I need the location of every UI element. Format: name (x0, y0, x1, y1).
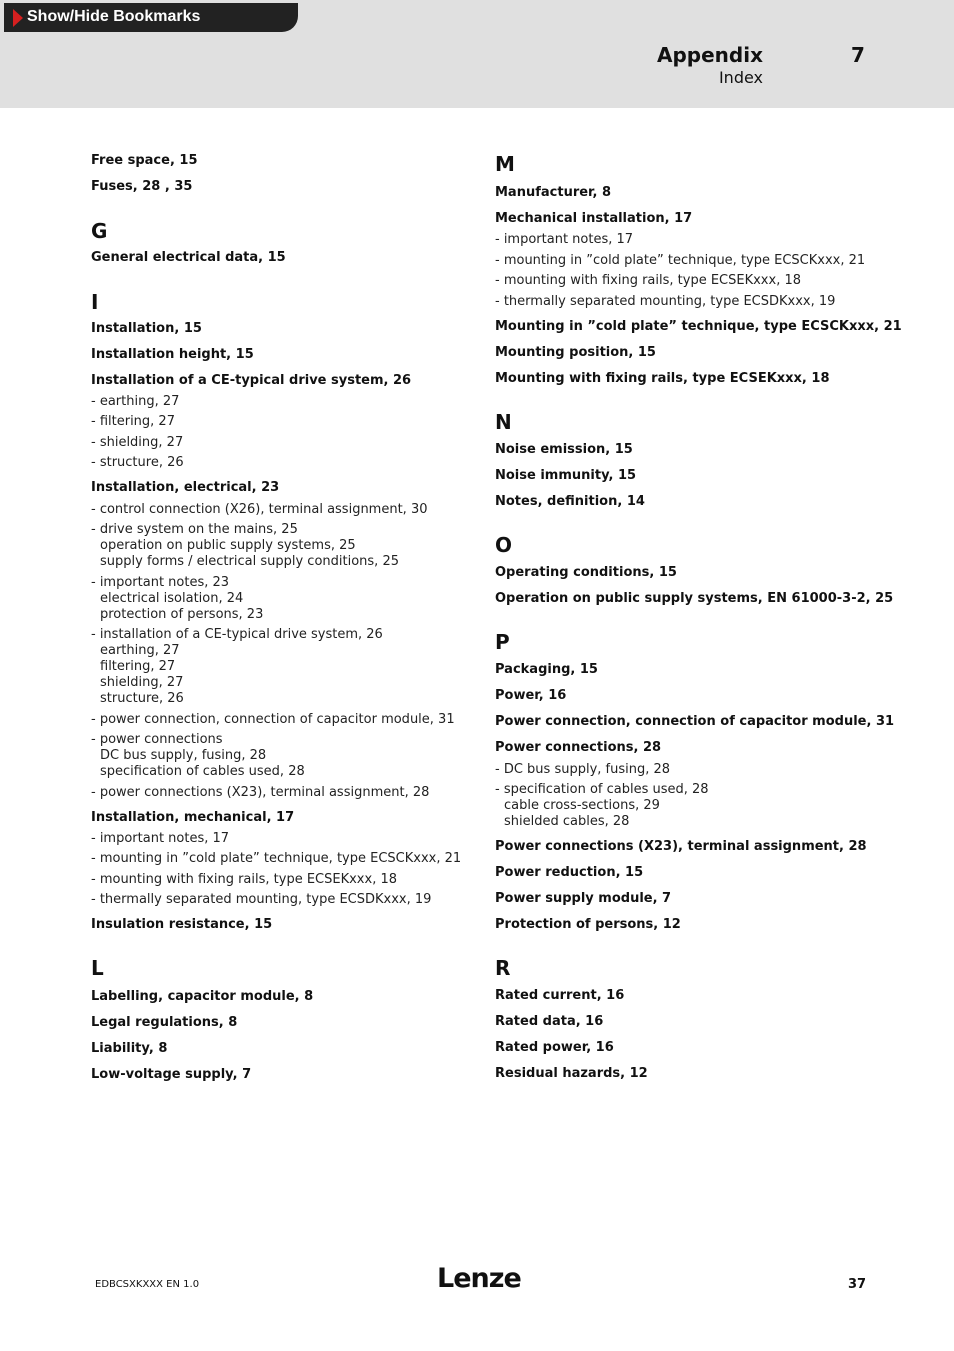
index-subentry: - important notes, 17 (495, 232, 634, 247)
index-subentry: - power connections (91, 732, 223, 747)
index-entry: Rated data, 16 (495, 1014, 604, 1029)
index-entry: Power connection, connection of capacitor module, 31 (495, 714, 895, 729)
index-letter-heading: O (495, 533, 513, 557)
index-entry: Installation, mechanical, 17 (91, 810, 295, 825)
index-subentry: - control connection (X26), terminal assignment, 30 (91, 502, 428, 517)
index-subentry: - structure, 26 (91, 455, 184, 470)
index-subentry: - earthing, 27 (91, 394, 180, 409)
index-subentry: - mounting in ”cold plate” technique, type ECSCKxxx, 21 (91, 851, 462, 866)
index-entry: Power supply module, 7 (495, 891, 672, 906)
index-entry: Noise emission, 15 (495, 442, 633, 457)
section-subtitle: Index (718, 68, 763, 87)
index-entry: Packaging, 15 (495, 662, 598, 677)
page-number: 37 (848, 1277, 867, 1292)
index-entry: Power, 16 (495, 688, 567, 703)
index-entry: Power reduction, 15 (495, 865, 644, 880)
index-entry: Insulation resistance, 15 (91, 917, 273, 932)
index-entry: Manufacturer, 8 (495, 185, 612, 200)
index-entry: Rated current, 16 (495, 988, 625, 1003)
index-subentry-continuation: operation on public supply systems, 25 (100, 538, 356, 553)
index-subentry-continuation: structure, 26 (100, 691, 184, 706)
index-entry: Labelling, capacitor module, 8 (91, 989, 314, 1004)
index-entry: Liability, 8 (91, 1041, 168, 1056)
index-letter-heading: R (495, 956, 511, 980)
document-code: EDBCSXKXXX EN 1.0 (95, 1279, 200, 1290)
index-subentry-continuation: electrical isolation, 24 (100, 591, 244, 606)
index-entry: Protection of persons, 12 (495, 917, 681, 932)
section-title: Appendix (657, 43, 763, 67)
index-subentry-continuation: DC bus supply, fusing, 28 (100, 748, 267, 763)
index-subentry: - thermally separated mounting, type ECSDKxxx, 19 (495, 294, 836, 309)
triangle-right-icon (13, 9, 23, 27)
index-entry: Notes, definition, 14 (495, 494, 645, 509)
index-subentry: - mounting with fixing rails, type ECSEKxxx, 18 (91, 872, 397, 887)
index-subentry: - shielding, 27 (91, 435, 184, 450)
index-letter-heading: N (495, 410, 512, 434)
index-entry: Power connections (X23), terminal assignment, 28 (495, 839, 867, 854)
index-entry: Noise immunity, 15 (495, 468, 637, 483)
index-letter-heading: I (91, 290, 99, 314)
chapter-number: 7 (851, 43, 865, 67)
index-letter-heading: M (495, 152, 515, 176)
index-entry: Low-voltage supply, 7 (91, 1067, 252, 1082)
index-subentry-continuation: cable cross-sections, 29 (504, 798, 660, 813)
index-entry: Mounting with fixing rails, type ECSEKxxx, 18 (495, 371, 830, 386)
index-letter-heading: L (91, 956, 104, 980)
index-subentry: - specification of cables used, 28 (495, 782, 709, 797)
bookmarks-label: Show/Hide Bookmarks (27, 8, 201, 25)
index-subentry-continuation: filtering, 27 (100, 659, 176, 674)
index-subentry: - power connections (X23), terminal assignment, 28 (91, 785, 430, 800)
show-hide-bookmarks-button[interactable] (4, 3, 298, 32)
index-subentry: - DC bus supply, fusing, 28 (495, 762, 671, 777)
index-subentry: - mounting in ”cold plate” technique, type ECSCKxxx, 21 (495, 253, 866, 268)
index-entry: Fuses, 28 , 35 (91, 179, 193, 194)
index-subentry-continuation: shielded cables, 28 (504, 814, 630, 829)
index-entry: Legal regulations, 8 (91, 1015, 238, 1030)
index-subentry: - mounting with fixing rails, type ECSEKxxx, 18 (495, 273, 801, 288)
index-subentry: - important notes, 23 (91, 575, 230, 590)
index-entry: Installation height, 15 (91, 347, 254, 362)
index-entry: Mounting position, 15 (495, 345, 656, 360)
index-entry: Operating conditions, 15 (495, 565, 677, 580)
brand-logo: Lenze (437, 1263, 521, 1294)
index-subentry: - power connection, connection of capacitor module, 31 (91, 712, 455, 727)
index-subentry: - installation of a CE-typical drive system, 26 (91, 627, 383, 642)
index-subentry-continuation: earthing, 27 (100, 643, 180, 658)
index-entry: Residual hazards, 12 (495, 1066, 648, 1081)
index-subentry-continuation: shielding, 27 (100, 675, 184, 690)
index-subentry-continuation: specification of cables used, 28 (100, 764, 305, 779)
index-subentry: - thermally separated mounting, type ECSDKxxx, 19 (91, 892, 432, 907)
index-entry: Installation, electrical, 23 (91, 480, 280, 495)
index-entry: Operation on public supply systems, EN 61000-3-2, 25 (495, 591, 894, 606)
index-subentry-continuation: protection of persons, 23 (100, 607, 264, 622)
index-subentry: - drive system on the mains, 25 (91, 522, 298, 537)
index-entry: Rated power, 16 (495, 1040, 614, 1055)
index-subentry: - important notes, 17 (91, 831, 230, 846)
index-entry: Power connections, 28 (495, 740, 662, 755)
index-entry: Installation, 15 (91, 321, 202, 336)
index-subentry-continuation: supply forms / electrical supply conditions, 25 (100, 554, 399, 569)
index-entry: Free space, 15 (91, 153, 198, 168)
index-entry: Mechanical installation, 17 (495, 211, 693, 226)
index-entry: Installation of a CE-typical drive system, 26 (91, 373, 412, 388)
index-letter-heading: P (495, 630, 510, 654)
index-subentry: - filtering, 27 (91, 414, 175, 429)
index-letter-heading: G (91, 219, 108, 243)
index-entry: Mounting in ”cold plate” technique, type ECSCKxxx, 21 (495, 319, 902, 334)
index-entry: General electrical data, 15 (91, 250, 286, 265)
